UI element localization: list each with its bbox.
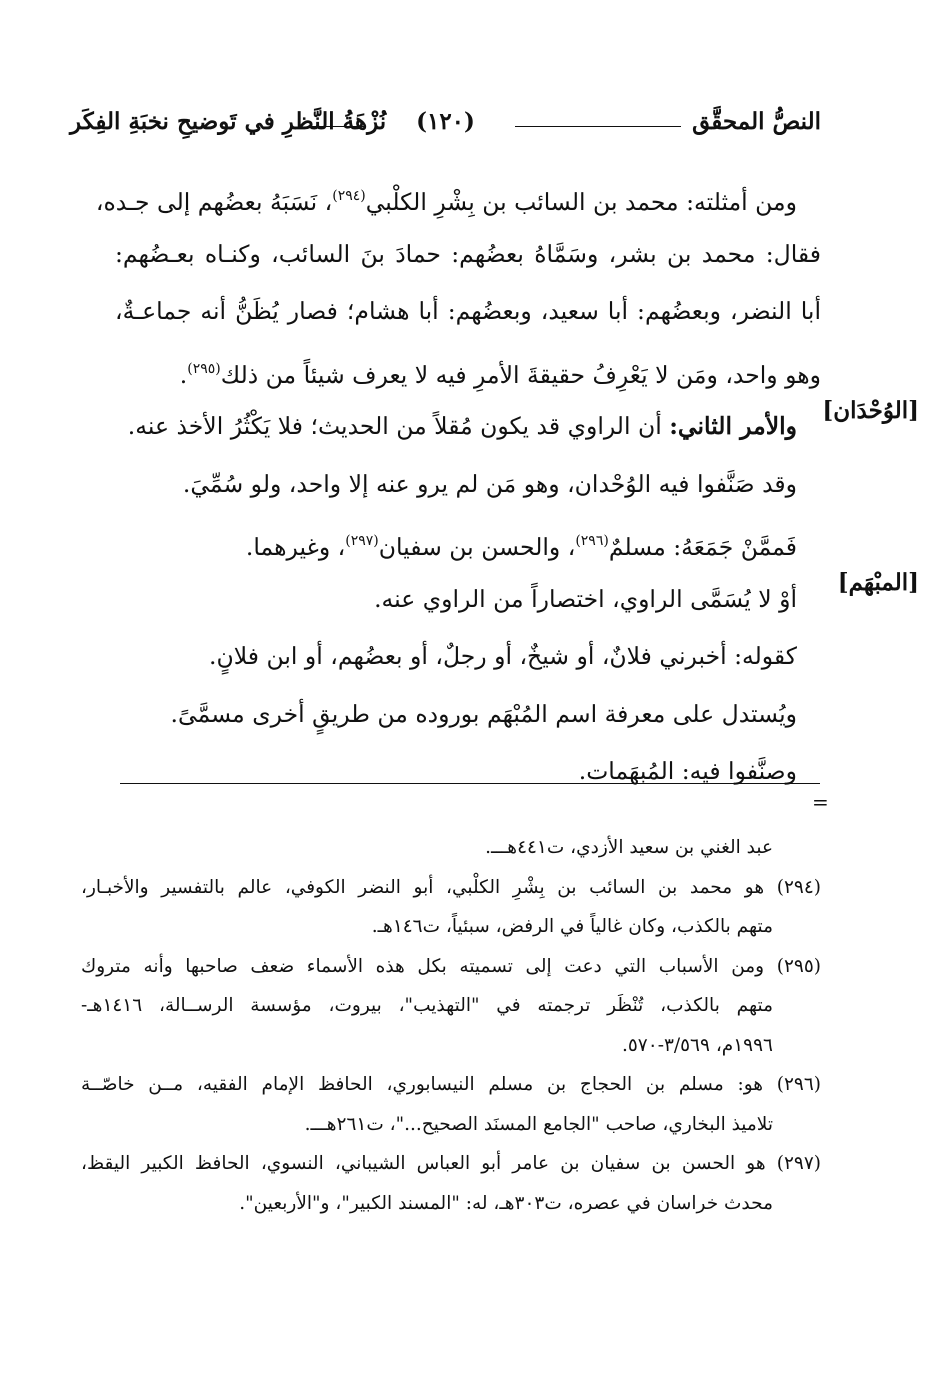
main-line-7 [115, 513, 821, 571]
text-segment: ، نَسَبَهُ بعضُهم إلى جـده، [95, 188, 333, 216]
header-right-title: النصُّ المحقَّق [692, 108, 821, 135]
footnote-296-line-1: (٢٩٦) هو: مسلم بن الحجاج بن مسلم النيسابوري، الحافظ الإمام الفقيه، مــن خاصّــة [81, 1074, 821, 1095]
main-line-5 [115, 398, 821, 456]
footnote-continued: عبد الغني بن سعيد الأزدي، ت٤٤١هـــ. [485, 837, 773, 858]
text-segment: ، وغيرهما. [245, 533, 346, 561]
text-segment: . [179, 360, 188, 389]
header-left-title: نُزْهَةُ النَّظرِ في تَوضيحِ نخبَةِ الفِكَر [70, 108, 387, 135]
footnote-295-line-2: متهم بالكذب، تُنْظَر ترجمته في "التهذيب"، بيروت، مؤسسة الرســالة، ١٤١٦هـ- [81, 995, 773, 1016]
footnote-296-line-2: تلاميذ البخاري، صاحب "الجامع المسنَد الصحيح..."، ت٢٦١هـــ. [304, 1113, 773, 1135]
text-segment: وهو واحد، ومَن لا يَعْرِفُ حقيقةَ الأمرِ فيه لا يعرف شيئاً من ذلك [220, 360, 821, 389]
second-matter-heading: والأمر الثاني: [669, 412, 797, 440]
text-segment: فَممَّنْ جَمَعَهُ: مسلمٌ [608, 533, 797, 561]
footnote-separator [120, 783, 820, 784]
footnote-294-line-2: متهم بالكذب، وكان غالياً في الرفض، سبئياً، ت١٤٦هـ. [371, 916, 773, 937]
margin-label-wuhdan: [الوُحْدَان] [822, 397, 919, 424]
running-header [70, 108, 821, 148]
footnotes [81, 828, 821, 1223]
main-line-6: وقد صَنَّفوا فيه الوُحْدان، وهو مَن لم يرو عنه إلا واحد، ولو سُمِّيَ. [182, 469, 797, 498]
footnote-295-line-1: (٢٩٥) ومن الأسباب التي دعت إلى تسميته بكل هذه الأسماء ضعف صاحبها وأنه متروك [81, 955, 821, 977]
footnote-ref-296[interactable]: (٢٩٦) [575, 533, 609, 549]
main-line-9: كقوله: أخبرني فلانٌ، أو شيخٌ، أو رجلٌ، أو بعضُهم، أو ابن فلانٍ. [209, 642, 797, 670]
footnote-ref-295[interactable]: (٢٩٥) [187, 360, 221, 377]
main-text [95, 168, 821, 801]
main-line-10: ويُستدل على معرفة اسم المُبْهَم بوروده من طريقٍ أخرى مسمَّىً. [170, 699, 797, 728]
text-segment: ، والحسن بن سفيان [378, 533, 576, 561]
main-line-1 [95, 168, 821, 226]
header-rule-right [515, 126, 681, 127]
footnote-ref-297[interactable]: (٢٩٧) [345, 533, 379, 549]
text-segment: ومن أمثلته: محمد بن السائب بن بِشْرِ الكلْبي [365, 188, 797, 216]
main-line-11: وصنَّفوا فيه: المُبهَمات. [578, 757, 797, 785]
footnote-295-line-3: ١٩٩٦م، ٣/٥٦٩-٥٧٠. [621, 1034, 773, 1056]
page-number: (١٢٠) [416, 108, 475, 135]
text-segment: أن الراوي قد يكون مُقلاً من الحديث؛ فلا يَكْثُرُ الأخذ عنه. [127, 412, 670, 440]
footnote-ref-294[interactable]: (٢٩٤) [332, 188, 366, 204]
main-line-4 [115, 341, 821, 399]
main-line-8: أوْ لا يُسَمَّى الراوي، اختصاراً من الراوي عنه. [374, 584, 797, 613]
main-line-3: أبا النضر، وبعضُهم: أبا سعيد، وبعضُهم: أبا هشام؛ فصار يُظَنُّ أنه جماعـةٌ، [115, 297, 821, 325]
footnote-297-line-1: (٢٩٧) هو الحسن بن سفيان بن عامر أبو العباس الشيباني، النسوي، الحافظ الكبير اليقظ، [81, 1153, 821, 1174]
main-line-2: فقال: محمد بن بشر، وسَمَّاهُ بعضُهم: حمادَ بنَ السائب، وكنـاه بعـضُهم: [115, 239, 821, 268]
continuation-mark: = [812, 790, 829, 814]
footnote-297-line-2: محدث خراسان في عصره، ت٣٠٣هـ، له: "المسند الكبير"، و"الأربعين". [239, 1192, 773, 1214]
footnote-294-line-1: (٢٩٤) هو محمد بن السائب بن بِشْرِ الكلْبي، أبو النضر الكوفي، عالم بالتفسير والأخبـار، [81, 876, 821, 898]
margin-label-mubham: [المبْهَم] [837, 569, 919, 596]
